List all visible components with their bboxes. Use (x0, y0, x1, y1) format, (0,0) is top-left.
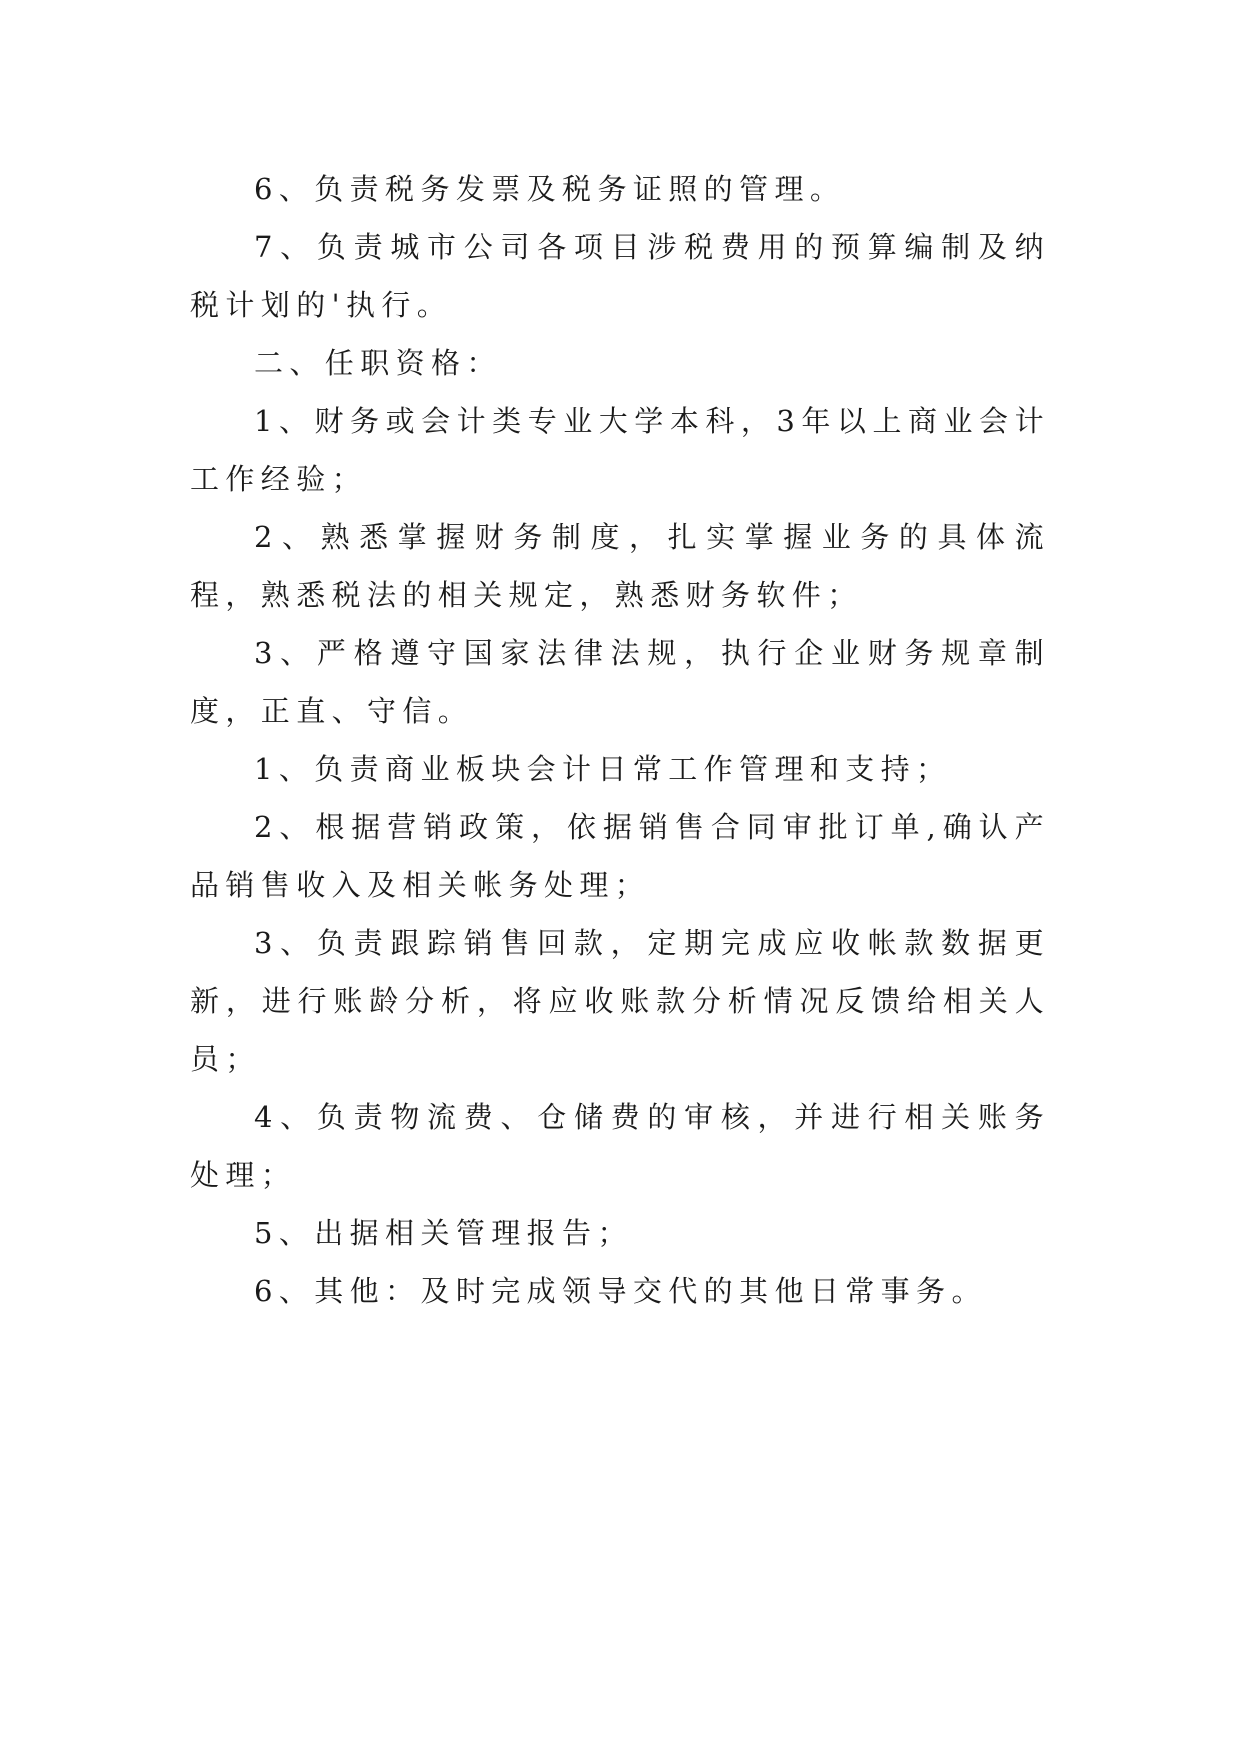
paragraph-task-5: 5、出据相关管理报告； (254, 1216, 633, 1250)
paragraph-duty-7: 7、负责城市公司各项目涉税费用的预算编制及纳税计划的'执行。 (190, 230, 1050, 322)
paragraph-qualification-1: 1、财务或会计类专业大学本科，3年以上商业会计工作经验； (190, 404, 1050, 496)
paragraph-task-3: 3、负责跟踪销售回款，定期完成应收帐款数据更新，进行账龄分析，将应收账款分析情况反馈给相关人员； (190, 926, 1050, 1076)
paragraph-task-2: 2、根据营销政策，依据销售合同审批订单,确认产品销售收入及相关帐务处理； (190, 810, 1050, 902)
section-heading-qualifications: 二、任职资格： (254, 346, 502, 380)
paragraph-qualification-2: 2、熟悉掌握财务制度，扎实掌握业务的具体流程，熟悉税法的相关规定，熟悉财务软件； (190, 520, 1050, 612)
paragraph-qualification-3: 3、严格遵守国家法律法规，执行企业财务规章制度，正直、守信。 (190, 636, 1050, 728)
document-body (190, 160, 1050, 1320)
paragraph-task-6: 6、其他：及时完成领导交代的其他日常事务。 (254, 1274, 987, 1308)
paragraph-task-1: 1、负责商业板块会计日常工作管理和支持； (254, 752, 952, 786)
paragraph-task-4: 4、负责物流费、仓储费的审核，并进行相关账务处理； (190, 1100, 1050, 1192)
paragraph-duty-6: 6、负责税务发票及税务证照的管理。 (254, 172, 846, 206)
